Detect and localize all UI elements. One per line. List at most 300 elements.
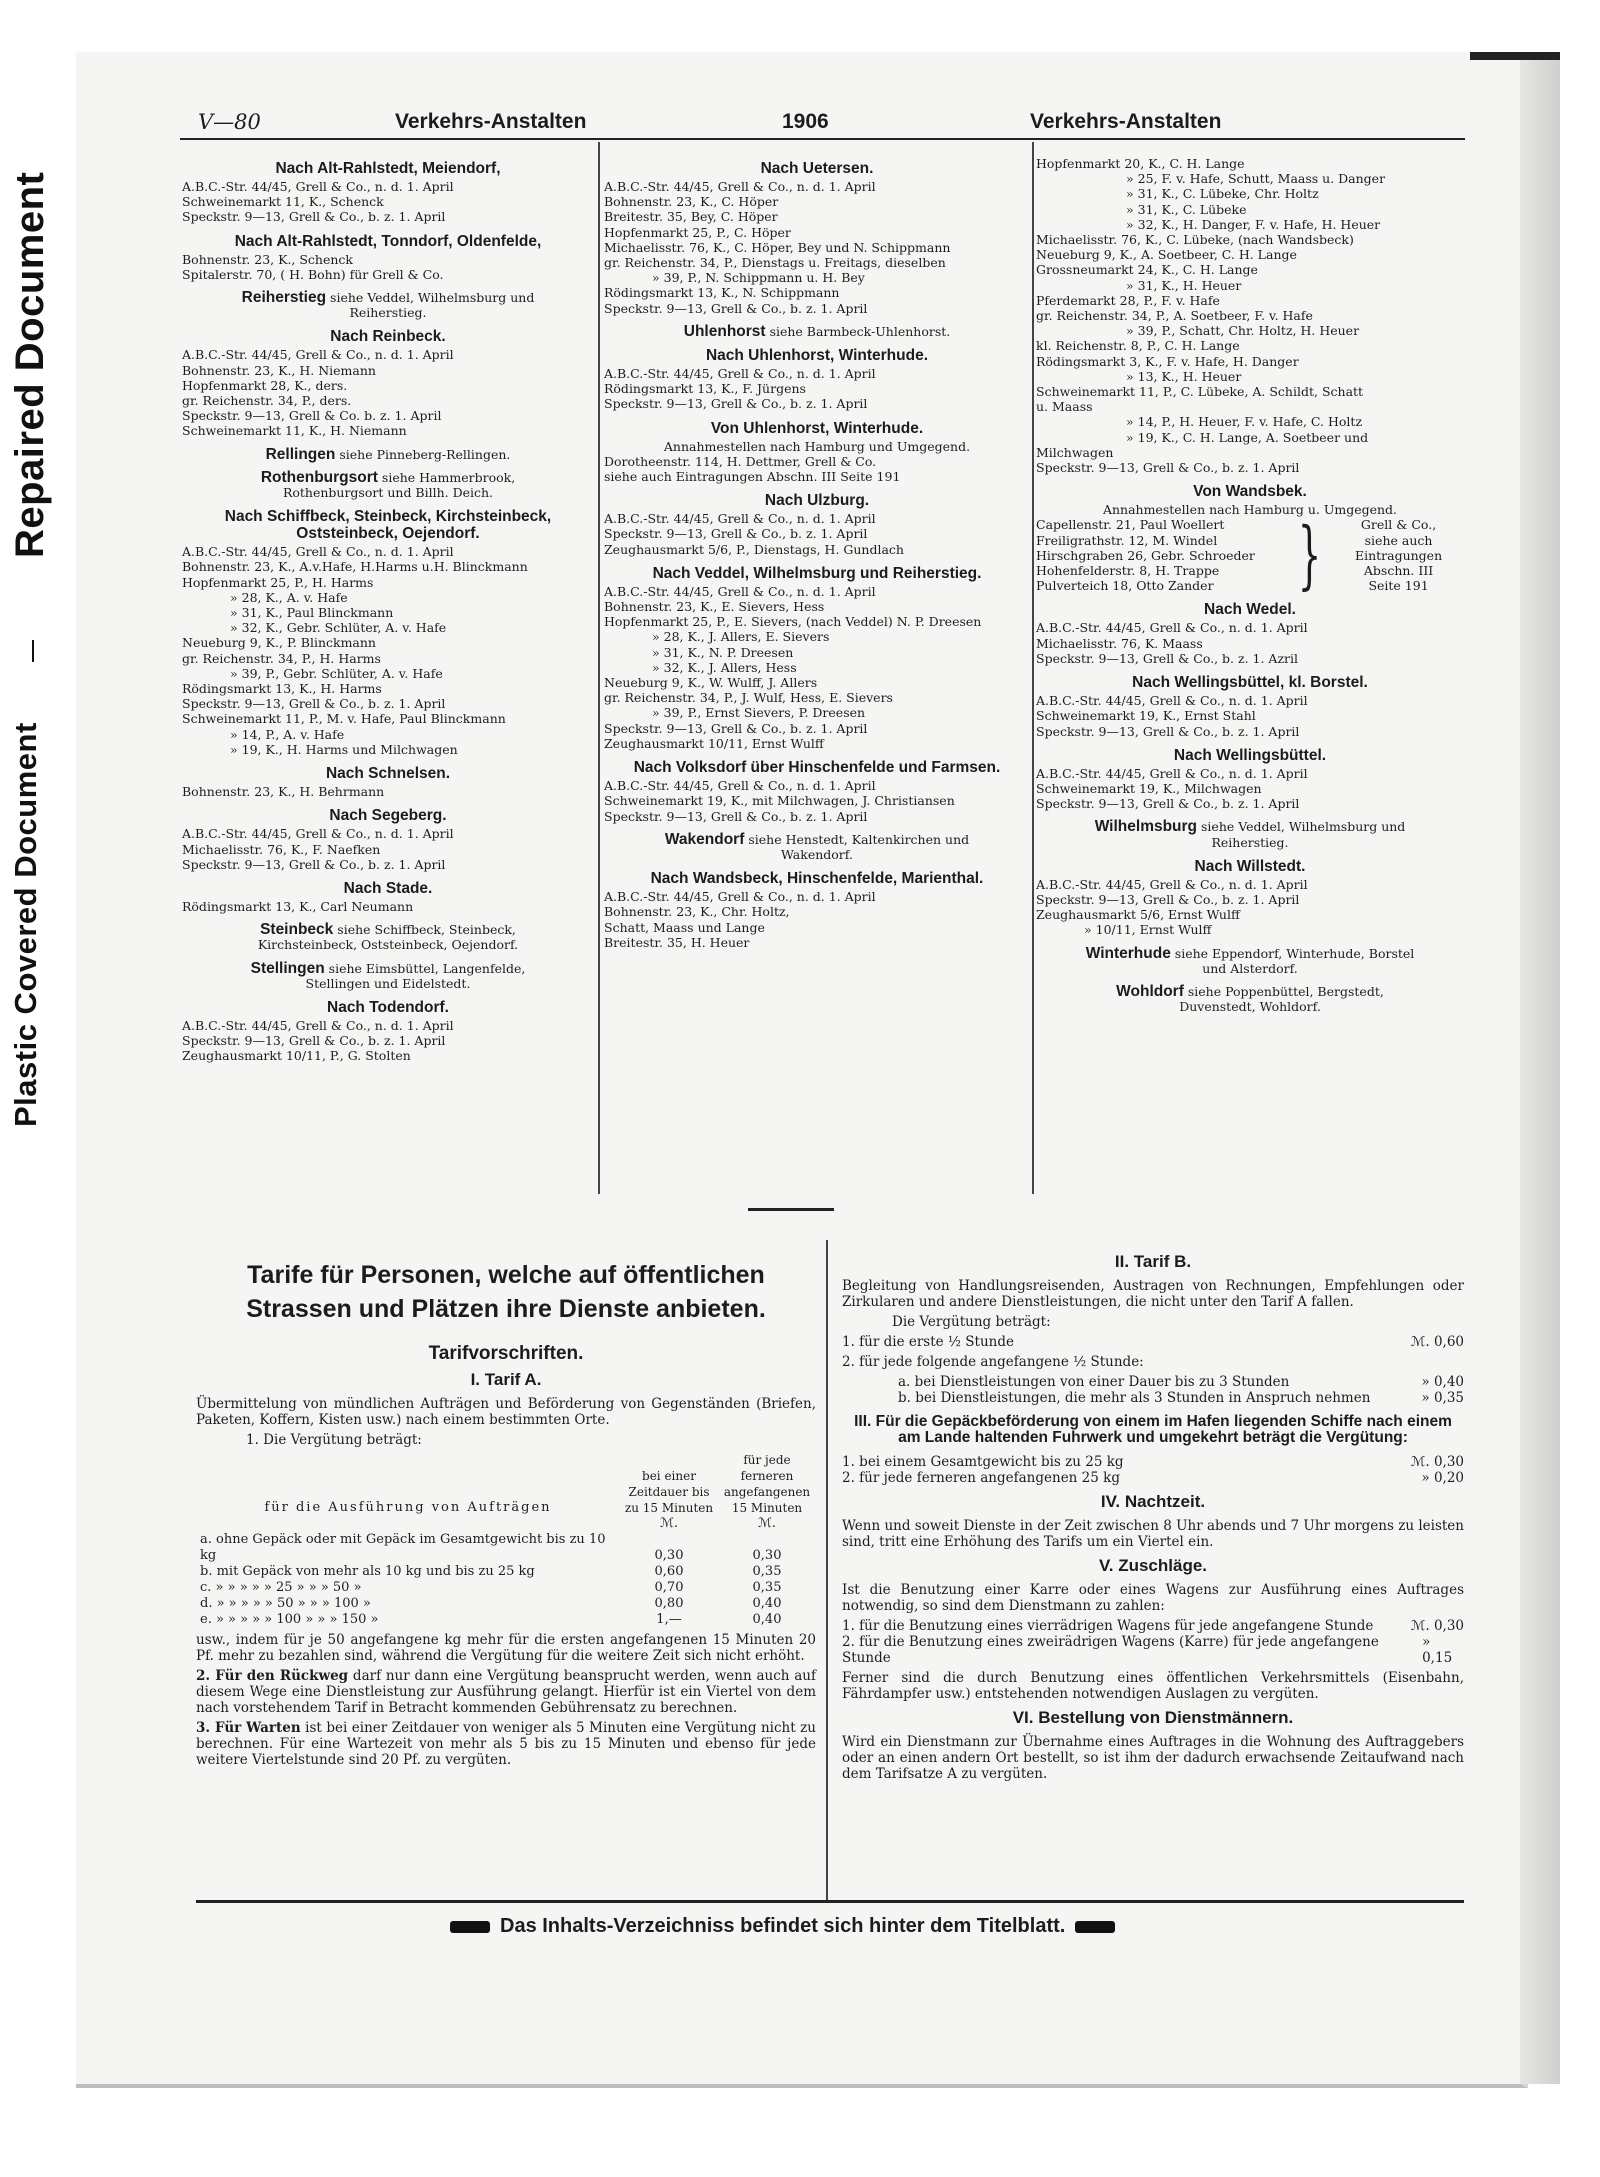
section-heading: Nach Volksdorf über Hinschenfelde und Farmsen. [633,759,1001,777]
section-heading: Von Uhlenhorst, Winterhude. [710,419,924,437]
list-section [182,290,594,320]
column-3-continuation [1036,156,1464,475]
section-heading: Nach Todendorf. [327,998,449,1016]
list-item: Speckstr. 9—13, Grell & Co., b. z. 1. April [604,396,868,412]
reference-term: Rellingen [265,445,336,463]
list-item: Rödingsmarkt 13, K., Carl Neumann [182,898,414,914]
section-heading: Nach Wandsbeck, Hinschenfelde, Marienthal. [650,870,984,888]
list-section [182,922,594,952]
tarif-left-column [196,1258,816,1772]
repaired-document-label: Repaired Document [8,171,52,559]
list-item: kl. Reichenstr. 8, P., C. H. Lange [1036,338,1240,354]
list-item: Zeughausmarkt 5/6, P., Dienstags, H. Gundlach [604,541,904,557]
page-edge [1520,52,1560,2084]
tarif-b-item2: 2. für jede folgende angefangene ½ Stunde: [842,1354,1144,1370]
list-item: A.B.C.-Str. 44/45, Grell & Co., n. d. 1. April [604,778,876,794]
list-section [182,807,594,872]
reference-term: Uhlenhorst [683,322,766,340]
list-item: A.B.C.-Str. 44/45, Grell & Co., n. d. 1. April [1036,693,1308,709]
list-item: Speckstr. 9—13, Grell & Co., b. z. 1. April [182,1033,446,1049]
list-item: » 39, P., N. Schippmann u. H. Bey [652,270,865,286]
cross-reference [604,324,1030,339]
list-section [182,508,594,757]
list-item: siehe auch Eintragungen Abschn. III Seite 191 [604,469,901,485]
list-item: A.B.C.-Str. 44/45, Grell & Co., n. d. 1. April [1036,765,1308,781]
reference-text: Stellingen und Eidelstedt. [305,975,471,991]
list-section [182,961,594,991]
list-item: Schweinemarkt 11, K., Schenck [182,194,384,210]
list-item: A.B.C.-Str. 44/45, Grell & Co., n. d. 1. April [1036,620,1308,636]
list-item: Zeughausmarkt 5/6, Ernst Wulff [1036,907,1240,923]
point3-text: ist bei einer Zeitdauer von weniger als 5 Minuten eine Vergütung nicht zu berechnen. Für eine Wartezeit von mehr als 5 bis zu 15 Minuten und ebenso für jede weitere Viertelstunde sind 20 Pf. zu vergüten. [196,1720,816,1768]
list-item: » 14, P., A. v. Hafe [230,726,345,742]
plastic-covered-label: Plastic Covered Document [8,722,43,1128]
list-section [604,347,1030,412]
column-1 [182,156,594,1072]
reference-text: siehe Veddel, Wilhelmsburg und [330,290,535,306]
item-value: ℳ. 0,60 [1410,1334,1464,1350]
list-item: gr. Reichenstr. 34, P., A. Soetbeer, F. v. Hafe [1036,308,1313,324]
footer-rule [196,1900,1464,1903]
point3-label: 3. Für Warten [196,1720,301,1736]
list-item: Dorotheenstr. 114, H. Dettmer, Grell & Co. [604,453,877,469]
reference-line: Abschn. III [1363,563,1434,579]
reference-line: Eintragungen [1354,547,1443,563]
reference-term: Stellingen [250,959,325,977]
reference-term: Wakendorf [664,830,745,848]
header-year: 1906 [782,110,829,133]
tarif-c-item1 [842,1454,1464,1470]
row-label: d. » » » » » 50 » » » 100 » [200,1596,371,1611]
list-item: A.B.C.-Str. 44/45, Grell & Co., n. d. 1. April [182,347,454,363]
tarif-e-text: Ist die Benutzung einer Karre oder eines Wagens zur Ausführung eines Auftrages notwendig, so sind dem Dienstmann zu zahlen: [842,1582,1464,1614]
tarif-a-point3 [196,1720,816,1768]
cross-reference [1036,819,1464,849]
col-head-a: bei einer Zeitdauer bis zu 15 Minuten [624,1469,714,1515]
reference-term: Winterhude [1085,944,1171,962]
tarif-b-item2b [842,1390,1464,1406]
section-heading: Nach Alt-Rahlstedt, Meiendorf, [275,160,501,177]
item-label: 1. bei einem Gesamtgewicht bis zu 25 kg [842,1454,1124,1470]
list-item: » 31, K., Paul Blinckmann [230,605,394,621]
table-row [196,1580,816,1596]
list-item: Neueburg 9, K., W. Wulff, J. Allers [604,675,818,691]
list-section [604,420,1030,485]
cross-reference [182,922,594,952]
table-row [196,1532,816,1564]
list-section [1036,984,1464,1014]
list-item: gr. Reichenstr. 34, P., H. Harms [182,650,381,666]
list-section [1036,946,1464,976]
reference-line: Seite 191 [1368,578,1429,594]
column-3-sections [1036,601,1464,1014]
item-value: » 0,35 [1421,1390,1464,1406]
list-item: Speckstr. 9—13, Grell & Co., b. z. 1. April [1036,796,1300,812]
section-heading: Nach Uhlenhorst, Winterhude. [705,347,929,365]
row-label: c. » » » » » 25 » » » 50 » [200,1580,362,1595]
list-item: Rödingsmarkt 13, K., F. Jürgens [604,381,806,397]
list-section [604,492,1030,557]
list-item: Hopfenmarkt 25, P., C. Höper [604,224,791,240]
tarif-a-point1: 1. Die Vergütung beträgt: [246,1432,422,1448]
currency-a: ℳ. [659,1516,679,1531]
row-label: a. ohne Gepäck oder mit Gepäck im Gesamtgewicht bis zu 10 kg [200,1532,606,1563]
reference-text: und Alsterdorf. [1202,960,1298,976]
row-value-b: 0,30 [752,1548,782,1563]
list-section [182,328,594,438]
list-item: Speckstr. 9—13, Grell & Co., b. z. 1. April [1036,891,1300,907]
section-heading: Nach Schnelsen. [325,765,451,783]
tarif-e-item2 [842,1634,1464,1666]
brace-symbol: } [1297,512,1322,599]
tarif-title: Tarife für Personen, welche auf öffentlichen Strassen und Plätzen ihre Dienste anbieten. [246,1261,766,1323]
list-section [604,324,1030,339]
list-item: » 31, K., N. P. Dreesen [652,644,794,660]
list-section [604,565,1030,751]
item-value: » 0,40 [1421,1374,1464,1390]
list-item: Speckstr. 9—13, Grell & Co., b. z. 1. April [1036,460,1300,476]
reference-term: Steinbeck [260,921,334,939]
list-item: Schatt, Maass und Lange [604,919,765,935]
wandsbek-reference [1333,517,1464,593]
list-item: » 19, K., H. Harms und Milchwagen [230,741,458,757]
section-heading: Von Wandsbek. [1193,483,1307,501]
list-item: » 31, K., C. Lübeke, Chr. Holtz [1126,186,1319,202]
list-item: » 28, K., A. v. Hafe [230,589,348,605]
row-value-b: 0,40 [752,1596,782,1611]
list-item: Rödingsmarkt 13, K., N. Schippmann [604,285,840,301]
tarif-a-intro: Übermittelung von mündlichen Aufträgen und Beförderung von Gegenständen (Briefen, Paketen, Koffern, Kisten usw.) nach einem bestimmten Orte. [196,1396,816,1428]
tarif-f-heading: VI. Bestellung von Dienstmännern. [1012,1708,1294,1727]
page-number: V—80 [198,110,261,134]
tarif-a-heading: I. Tarif A. [470,1370,542,1389]
list-item: Speckstr. 9—13, Grell & Co. b. z. 1. April [182,408,442,424]
list-item: Hopfenmarkt 25, P., E. Sievers, (nach Veddel) N. P. Dreesen [604,614,982,630]
list-item: Speckstr. 9—13, Grell & Co., b. z. 1. April [182,209,446,225]
item-label: 2. für jede ferneren angefangenen 25 kg [842,1470,1120,1486]
list-item: A.B.C.-Str. 44/45, Grell & Co., n. d. 1. April [182,544,454,560]
reference-line: siehe auch [1364,532,1433,548]
item-value: » 0,15 [1422,1634,1453,1666]
list-item: Speckstr. 9—13, Grell & Co., b. z. 1. April [182,696,446,712]
tarif-a-point2 [196,1668,816,1716]
reference-text: siehe Eimsbüttel, Langenfelde, [328,960,526,976]
tarif-b-item1 [842,1334,1464,1350]
section-note: Annahmestellen nach Hamburg u. Umgegend. [1102,502,1398,518]
list-section [1036,819,1464,849]
section-heading: Nach Alt-Rahlstedt, Tonndorf, Oldenfelde, [234,232,542,250]
list-item: Speckstr. 9—13, Grell & Co., b. z. 1. April [604,808,868,824]
header-left-title: Verkehrs-Anstalten [395,110,587,133]
list-item: A.B.C.-Str. 44/45, Grell & Co., n. d. 1. April [182,826,454,842]
section-heading: Nach Reinbeck. [330,328,446,346]
column-rule-2 [1032,142,1034,1194]
list-section [182,447,594,462]
list-section [182,765,594,799]
reference-text: siehe Barmbeck-Uhlenhorst. [769,323,951,339]
reference-term: Wilhelmsburg [1094,818,1198,836]
tarif-b-intro: Begleitung von Handlungsreisenden, Austragen von Rechnungen, Empfehlungen oder Zirkularen und andere Dienstleistungen, die nicht unter den Tarif A fallen. [842,1278,1464,1310]
pointing-hand-icon [1075,1921,1115,1933]
list-item: Bohnenstr. 23, K., Schenck [182,251,353,267]
reference-text: siehe Henstedt, Kaltenkirchen und [748,831,970,847]
list-item: A.B.C.-Str. 44/45, Grell & Co., n. d. 1. April [604,511,876,527]
list-section [182,160,594,225]
cross-reference [182,447,594,462]
list-item: A.B.C.-Str. 44/45, Grell & Co., n. d. 1. April [1036,876,1308,892]
section-heading: Nach Wedel. [1204,601,1296,619]
list-item: Neueburg 9, K., P. Blinckmann [182,635,376,651]
list-item: Bohnenstr. 23, K., Chr. Holtz, [604,904,790,920]
tarif-e-heading: V. Zuschläge. [1098,1556,1208,1575]
list-item: » 31, K., H. Heuer [1126,277,1242,293]
reference-line: Grell & Co., [1360,517,1437,533]
table-row [196,1612,816,1628]
reference-text: siehe Hammerbrook, [381,469,516,485]
list-item: Capellenstr. 21, Paul Woellert [1036,517,1225,533]
list-item: Bohnenstr. 23, K., A.v.Hafe, H.Harms u.H. Blinckmann [182,559,528,575]
row-value-a: 0,60 [654,1564,684,1579]
section-separator [748,1208,834,1211]
list-item: » 28, K., J. Allers, E. Sievers [652,629,830,645]
list-section [604,759,1030,824]
list-item: Speckstr. 9—13, Grell & Co., b. z. 1. April [1036,723,1300,739]
list-item: Freiligrathstr. 12, M. Windel [1036,532,1218,548]
section-heading: Nach Uetersen. [760,160,874,177]
footer-note [440,1915,1125,1938]
reference-term: Reiherstieg [241,289,327,307]
list-item: » 14, P., H. Heuer, F. v. Hafe, C. Holtz [1126,414,1363,430]
table-row [196,1596,816,1612]
list-item: Speckstr. 9—13, Grell & Co., b. z. 1. Azril [1036,650,1299,666]
item-label: b. bei Dienstleistungen, die mehr als 3 Stunden in Anspruch nehmen [898,1390,1371,1406]
tarif-a-table [196,1452,816,1628]
tarif-e-note: Ferner sind die durch Benutzung eines öffentlichen Verkehrsmittels (Eisenbahn, Fährdampfer usw.) entstehenden notwendigen Auslagen zu vergüten. [842,1670,1464,1702]
list-item: Hopfenmarkt 25, P., H. Harms [182,574,374,590]
section-heading: Nach Stade. [343,879,433,897]
list-item: Michaelisstr. 76, K., F. Naefken [182,841,381,857]
list-item: Bohnenstr. 23, K., E. Sievers, Hess [604,599,825,615]
item-value: ℳ. 0,30 [1410,1618,1464,1634]
section-von-wandsbek [1036,483,1464,599]
reference-term: Wohldorf [1116,982,1184,1000]
cross-reference [182,290,594,320]
row-value-a: 0,30 [654,1548,684,1563]
list-section [182,880,594,914]
list-section [182,999,594,1064]
reference-text: Wakendorf. [781,846,853,862]
list-item: Zeughausmarkt 10/11, P., G. Stolten [182,1048,411,1064]
list-item: » 19, K., C. H. Lange, A. Soetbeer und [1126,429,1369,445]
list-item: » 31, K., C. Lübeke [1126,201,1247,217]
item-value: ℳ. 0,30 [1410,1454,1464,1470]
tarif-f-text: Wird ein Dienstmann zur Übernahme eines Auftrages in die Wohnung des Auftraggebers oder an einen andern Ort bestellt, so ist ihm der dadurch erwachsende Zeitaufwand nach dem Tarifsatze A zu vergüten. [842,1734,1464,1782]
section-heading: Nach Schiffbeck, Steinbeck, Kirchsteinbeck, Oststeinbeck, Oejendorf. [224,508,552,543]
row-value-a: 0,70 [654,1580,684,1595]
list-item: » 39, P., Schatt, Chr. Holtz, H. Heuer [1126,323,1360,339]
column-rule-1 [598,142,600,1194]
list-item: Schweinemarkt 11, P., C. Lübeke, A. Schildt, Schatt [1036,384,1364,400]
list-item: Neueburg 9, K., A. Soetbeer, C. H. Lange [1036,247,1297,263]
list-section [182,233,594,282]
list-item: » 10/11, Ernst Wulff [1084,922,1212,938]
list-item: gr. Reichenstr. 34, P., ders. [182,393,352,409]
section-heading: Nach Veddel, Wilhelmsburg und Reiherstieg. [652,564,982,582]
row-label: b. mit Gepäck von mehr als 10 kg und bis zu 25 kg [200,1564,535,1579]
list-item: » 13, K., H. Heuer [1126,368,1242,384]
tarif-b-heading: II. Tarif B. [1114,1252,1192,1271]
tarif-d-text: Wenn und soweit Dienste in der Zeit zwischen 8 Uhr abends und 7 Uhr morgens zu leisten sind, tritt eine Erhöhung des Tarifs um ein Viertel ein. [842,1518,1464,1550]
cross-reference [182,961,594,991]
list-item: gr. Reichenstr. 34, P., Dienstags u. Freitags, dieselben [604,255,946,271]
row-value-b: 0,35 [752,1564,782,1579]
tarif-c-item2 [842,1470,1464,1486]
wandsbek-addresses [1036,517,1286,593]
list-item: A.B.C.-Str. 44/45, Grell & Co., n. d. 1. April [604,366,876,382]
tarif-b-item2a [842,1374,1464,1390]
list-item: Rödingsmarkt 13, K., H. Harms [182,681,382,697]
currency-b: ℳ. [757,1516,777,1531]
reference-text: siehe Poppenbüttel, Bergstedt, [1187,983,1384,999]
section-heading: Nach Segeberg. [329,807,447,825]
list-item: Rödingsmarkt 3, K., F. v. Hafe, H. Danger [1036,353,1299,369]
tarif-b-verg: Die Vergütung beträgt: [892,1314,1051,1330]
reference-text: siehe Schiffbeck, Steinbeck, [337,922,516,938]
list-item: Milchwagen [1036,444,1114,460]
list-item: Breitestr. 35, Bey, C. Höper [604,209,778,225]
header-right-title: Verkehrs-Anstalten [1030,110,1222,133]
list-item: Grossneumarkt 24, K., C. H. Lange [1036,262,1258,278]
list-item: Bohnenstr. 23, K., C. Höper [604,194,779,210]
table-row [196,1564,816,1580]
section-heading: Nach Willstedt. [1194,857,1306,875]
cross-reference [1036,984,1464,1014]
list-item: Hopfenmarkt 28, K., ders. [182,377,348,393]
list-item: A.B.C.-Str. 44/45, Grell & Co., n. d. 1. April [604,889,876,905]
row-value-a: 1,— [656,1612,682,1627]
item-label: a. bei Dienstleistungen von einer Dauer bis zu 3 Stunden [898,1374,1290,1390]
list-item: u. Maass [1036,399,1093,415]
point2-text: darf nur dann eine Vergütung beansprucht werden, wenn auch auf diesem Wege eine Dienstleistung zur Ausführung gelangt. Hierfür ist ein Viertel von dem nach vorstehendem Tarif in Betracht kommenden Gebührensatz zu berechnen. [196,1668,816,1716]
list-item: Speckstr. 9—13, Grell & Co., b. z. 1. April [604,720,868,736]
list-item: Schweinemarkt 19, K., Ernst Stahl [1036,708,1256,724]
list-section [1036,674,1464,739]
tarif-c-heading: III. Für die Gepäckbeförderung von einem im Hafen liegenden Schiffe nach einem am Lande haltenden Fuhrwerk und umgekehrt beträgt die Vergütung: [854,1413,1452,1446]
tarif-right-column [842,1246,1464,1786]
pointing-hand-icon [450,1921,490,1933]
list-item: A.B.C.-Str. 44/45, Grell & Co., n. d. 1. April [604,179,876,194]
column-2 [604,156,1030,958]
list-item: Michaelisstr. 76, K. Maass [1036,635,1203,651]
item-label: 1. für die erste ½ Stunde [842,1334,1014,1350]
cross-reference [604,832,1030,862]
row-value-b: 0,40 [752,1612,782,1627]
list-item: » 32, K., Gebr. Schlüter, A. v. Hafe [230,620,447,636]
list-item: » 39, P., Gebr. Schlüter, A. v. Hafe [230,665,443,681]
list-section [604,870,1030,950]
col-head-b: für jede ferneren angefangenen 15 Minuten [723,1453,811,1515]
footer-text: Das Inhalts-Verzeichniss befindet sich hinter dem Titelblatt. [500,1915,1066,1937]
tarif-d-heading: IV. Nachtzeit. [1100,1492,1206,1511]
section-note: Annahmestellen nach Hamburg und Umgegend. [663,438,971,454]
list-section [1036,601,1464,666]
section-heading: Nach Wellingsbüttel, kl. Borstel. [1132,674,1368,692]
list-item: Breitestr. 35, H. Heuer [604,934,750,950]
reference-text: Kirchsteinbeck, Oststeinbeck, Oejendorf. [257,937,519,953]
list-item: Schweinemarkt 19, K., Milchwagen [1036,780,1262,796]
list-item: gr. Reichenstr. 34, P., J. Wulf, Hess, E. Sievers [604,690,893,706]
reference-text: Duvenstedt, Wohldorf. [1179,999,1321,1015]
row-value-b: 0,35 [752,1580,782,1595]
reference-text: siehe Eppendorf, Winterhude, Borstel [1174,945,1415,961]
list-item: Pulverteich 18, Otto Zander [1036,578,1214,594]
list-item: A.B.C.-Str. 44/45, Grell & Co., n. d. 1. April [604,583,876,599]
reference-text: siehe Veddel, Wilhelmsburg und [1201,819,1406,835]
row-value-a: 0,80 [654,1596,684,1611]
section-heading: Nach Ulzburg. [764,492,870,510]
list-item: Michaelisstr. 76, K., C. Lübeke, (nach Wandsbeck) [1036,232,1354,248]
item-value: » 0,20 [1421,1470,1464,1486]
list-item: Hopfenmarkt 20, K., C. H. Lange [1036,156,1245,171]
cross-reference [1036,946,1464,976]
item-label: 2. für die Benutzung eines zweirädrigen Wagens (Karre) für jede angefangene Stunde [842,1634,1379,1666]
reference-text: siehe Pinneberg-Rellingen. [339,446,511,462]
reference-text: Reiherstieg. [1211,834,1289,850]
list-item: Speckstr. 9—13, Grell & Co., b. z. 1. April [604,526,868,542]
reference-text: Rothenburgsort und Billh. Deich. [282,485,494,501]
reference-term: Rothenburgsort [260,468,378,486]
column-3 [1036,156,1464,1022]
section-heading: Nach Wellingsbüttel. [1173,746,1327,764]
list-item: » 32, K., J. Allers, Hess [652,659,797,675]
list-item: Bohnenstr. 23, K., H. Niemann [182,362,376,378]
list-item: » 39, P., Ernst Sievers, P. Dreesen [652,705,866,721]
list-item: Speckstr. 9—13, Grell & Co., b. z. 1. April [182,856,446,872]
tarif-a-note: usw., indem für je 50 angefangene kg mehr für die ersten angefangenen 15 Minuten 20 Pf. mehr zu bezahlen sind, während die Vergütung für die weitere Zeit sich nicht erhöht. [196,1632,816,1664]
tarifvorschriften-heading: Tarifvorschriften. [428,1343,584,1364]
list-item: Speckstr. 9—13, Grell & Co., b. z. 1. April [604,300,868,316]
list-section [1036,747,1464,812]
list-item: A.B.C.-Str. 44/45, Grell & Co., n. d. 1. April [182,1017,454,1033]
list-item: Schweinemarkt 11, P., M. v. Hafe, Paul Blinckmann [182,711,506,727]
tarif-e-item1 [842,1618,1464,1634]
list-item: Michaelisstr. 76, K., C. Höper, Bey und N. Schippmann [604,239,951,255]
list-section [604,832,1030,862]
tarif-column-rule [826,1240,828,1900]
list-item: Zeughausmarkt 10/11, Ernst Wulff [604,735,824,751]
list-item: Hohenfelderstr. 8, H. Trappe [1036,563,1220,579]
col-head-task: für die Ausführung von Aufträgen [264,1500,552,1515]
list-item: Schweinemarkt 19, K., mit Milchwagen, J. Christiansen [604,793,955,809]
list-item: Pferdemarkt 28, P., F. v. Hafe [1036,292,1220,308]
list-section [604,160,1030,316]
page-top-edge [1470,52,1560,60]
list-item: A.B.C.-Str. 44/45, Grell & Co., n. d. 1. April [182,179,454,194]
list-section [182,470,594,500]
list-item: Hirschgraben 26, Gebr. Schroeder [1036,547,1255,563]
item-label: 1. für die Benutzung eines vierrädrigen Wagens für jede angefangene Stunde [842,1618,1374,1634]
list-section [1036,858,1464,938]
list-item: Bohnenstr. 23, K., H. Behrmann [182,784,385,800]
point2-label: 2. Für den Rückweg [196,1668,349,1684]
list-item: » 32, K., H. Danger, F. v. Hafe, H. Heuer [1126,216,1381,232]
reference-text: Reiherstieg. [349,305,427,321]
header-rule [180,138,1465,140]
list-item: » 25, F. v. Hafe, Schutt, Maass u. Danger [1126,171,1386,187]
list-item: Spitalerstr. 70, ( H. Bohn) für Grell & Co. [182,266,444,282]
row-label: e. » » » » » 100 » » » 150 » [200,1612,379,1627]
sidebar [0,0,74,2177]
